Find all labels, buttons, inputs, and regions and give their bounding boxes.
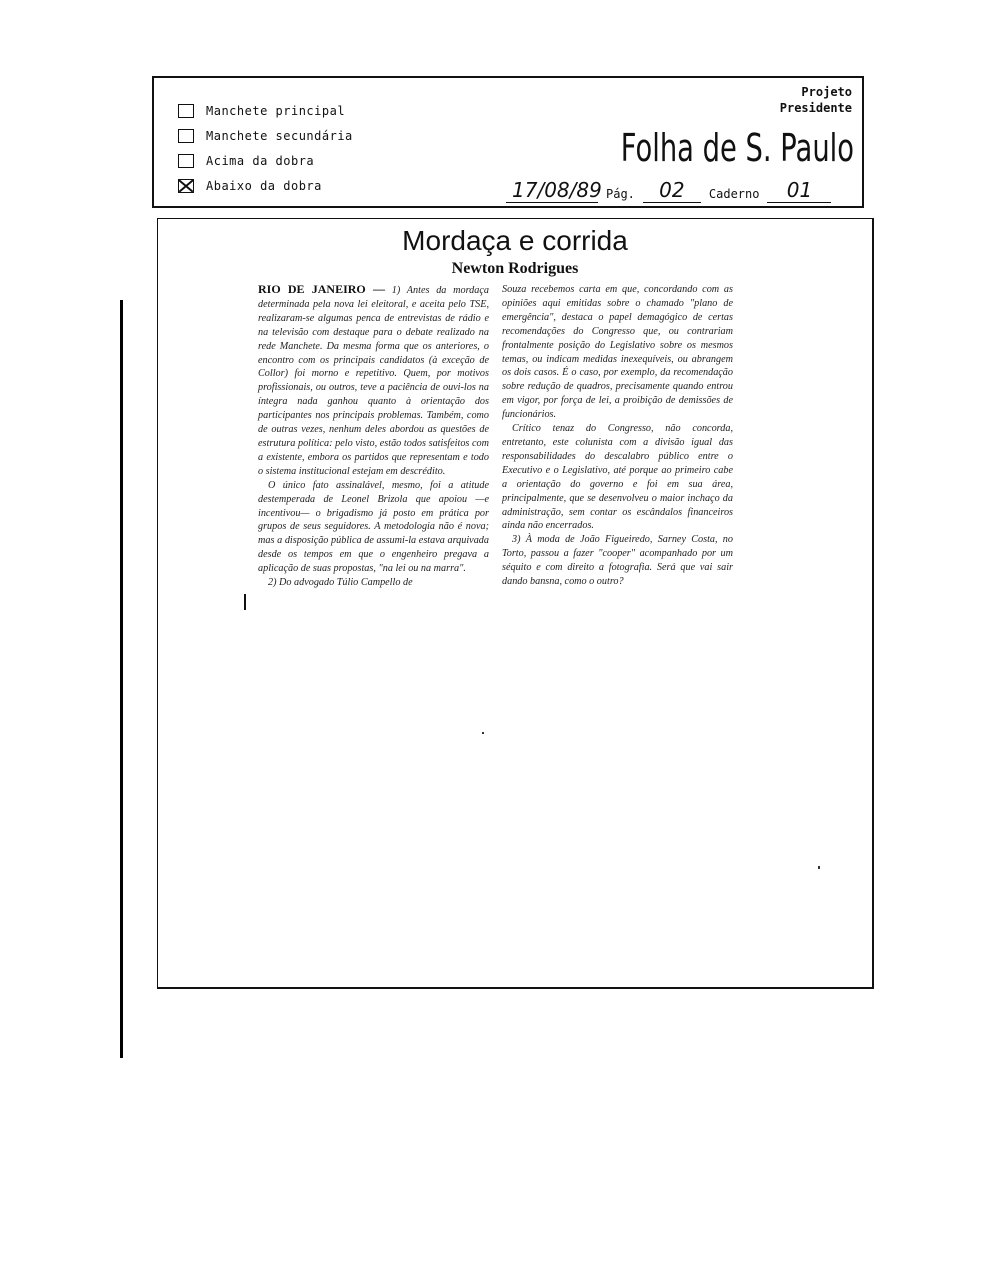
checkbox-icon [178, 154, 194, 168]
project-label [780, 84, 852, 116]
article-column-2 [502, 283, 733, 589]
check-acima-da-dobra [178, 148, 353, 173]
paragraph: 3) À moda de João Figueiredo, Sarney Costa, no Torto, passou a fazer "cooper" acompanhado por um séquito e com direito a fotografia. Será que vai sair dando bansna, como o outro? [502, 534, 733, 588]
check-manchete-secundaria [178, 123, 353, 148]
city-dateline: RIO DE JANEIRO — [258, 282, 385, 296]
check-manchete-principal [178, 98, 353, 123]
checkbox-icon [178, 129, 194, 143]
checked-box-icon [178, 179, 194, 193]
scan-speck [818, 866, 820, 869]
scan-speck [482, 732, 484, 734]
check-label: Acima da dobra [206, 153, 315, 168]
clipping-dateline [506, 178, 831, 203]
caderno-label: Caderno [708, 187, 760, 201]
paragraph: Souza recebemos carta em que, concordando com as opiniões aqui emitidas sobre o chamado "plano de emergência", destaca o papel demagógico de certas recomendações do Congresso que, ou contrariam frontalmente posição do Legislativo sobre os mesmos temas, ou indicam medidas inexequíveis, ou abrangem os dois casos. É o caso, por exemplo, da recomendação sobre redução de quadros, precisamente quando entrou em vigor, por força de lei, a proibição de demissões de funcionários. [502, 284, 733, 421]
newspaper-name: Folha de S. Paulo [620, 126, 854, 170]
paragraph: O único fato assinalável, mesmo, foi a atitude destemperada de Leonel Brizola que apoiou —e incentivou— o brigadismo já posto em prática por grupos de seus seguidores. A metodologia não é nova; mas a disposição pública de assumi-la estava arquivada desde os tempos em que o engenheiro pregava a aplicação de suas propostas, "na lei ou na marra". [258, 479, 489, 575]
handwritten-caderno: 01 [767, 178, 831, 203]
paragraph: 2) Do advogado Túlio Campello de [268, 577, 413, 589]
handwritten-date: 17/08/89 [506, 178, 598, 203]
project-line1: Projeto [801, 85, 852, 99]
check-label: Abaixo da dobra [206, 178, 322, 193]
checkbox-icon [178, 104, 194, 118]
paragraph [258, 283, 489, 479]
check-label: Manchete secundária [206, 128, 353, 143]
page-label: Pág. [606, 187, 635, 201]
placement-checklist [178, 98, 353, 198]
paragraph: Crítico tenaz do Congresso, não concorda, entretanto, este colunista com a divisão igual das responsabilidades do descalabro público entre o Executivo e o Legislativo, até porque ao primeiro cabe a orientação do governo e foi em sua área, principalmente, que se desenvolveu o maior inchaço da administração, sem contar os escândalos financeiros ainda não encerrados. [502, 423, 733, 532]
article-author: Newton Rodrigues [451, 260, 579, 277]
handwritten-page: 02 [643, 178, 701, 203]
paragraph-text: 1) Antes da mordaça determinada pela nova lei eleitoral, e aceita pelo TSE, realizaram-se algumas penca de entrevistas de rádio e na televisão com destaque para o debate realizado na rede Manchete. Da mesma forma que os anteriores, o encontro com os principais candidatos (à exceção de Collor) foi morno e repetitivo. Quem, por motivos profissionais, ou outros, teve a paciência de ouvi-los na íntegra nada ganhou quanto à orientação dos participantes nos principais problemas. Também, como de outras vezes, nenhum deles abordou as questões de estrutura política: pelo visto, estão todos satisfeitos com a existente, embora os partidos que representam e todo o sistema institucional estejam em descrédito. [258, 285, 489, 477]
margin-mark [244, 594, 246, 610]
check-abaixo-da-dobra [178, 173, 353, 198]
article-clipping [157, 218, 874, 989]
check-label: Manchete principal [206, 103, 346, 118]
article-column-1 [258, 283, 489, 590]
clipping-header [152, 76, 864, 208]
project-line2: Presidente [779, 101, 852, 115]
article-title: Mordaça e corrida [402, 225, 628, 256]
scan-edge-bar [120, 300, 123, 1058]
